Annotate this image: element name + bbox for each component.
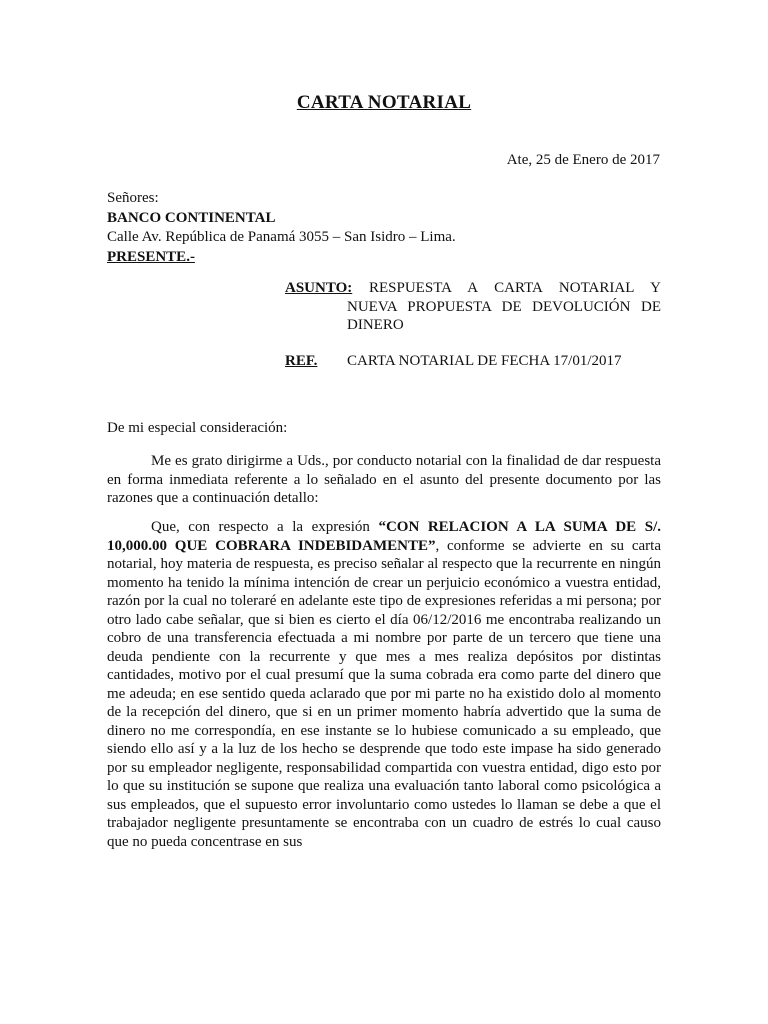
paragraph-1: Me es grato dirigirme a Uds., por conducto notarial con la finalidad de dar respuesta en forma inmediata referente a lo señalado en el asunto del presente documento por las razones que a continuación detallo: xyxy=(107,453,661,506)
paragraph-2-lead: Que, con respecto a la expresión xyxy=(151,519,379,535)
recipient-name: BANCO CONTINENTAL xyxy=(107,209,276,226)
ref-label: REF. xyxy=(285,353,318,369)
recipient-presente: PRESENTE.- xyxy=(107,248,195,265)
letter-date: Ate, 25 de Enero de 2017 xyxy=(506,152,660,168)
recipient-address: Calle Av. República de Panamá 3055 – San Isidro – Lima. xyxy=(107,229,456,245)
ref-block xyxy=(285,352,661,371)
ref-text: CARTA NOTARIAL DE FECHA 17/01/2017 xyxy=(347,353,622,369)
paragraph-2-quote: “CON RELACION A LA SUMA DE S/. 10,000.00 QUE COBRARA INDEBIDAMENTE” xyxy=(107,519,661,554)
asunto-label: ASUNTO: xyxy=(285,280,353,296)
asunto-block xyxy=(285,279,661,335)
paragraph-2-rest: , conforme se advierte en su carta notarial, hoy materia de respuesta, es preciso señalar al respecto que la recurrente en ningún momento ha tenido la mínima intención de crear un perjuicio económico a vuestra entidad, razón por la cual no toleraré en adelante este tipo de expresiones referidas a mi persona; por otro lado cabe señalar, que si bien es cierto el día 06/12/2016 me encontraba realizando un cobro de una transferencia efectuada a mi nombre por parte de un tercero que tiene una deuda pendiente con la recurrente y que mes a mes realiza depósitos por distintas cantidades, motivo por el cual presumí que la suma cobrada era como parte del dinero que me adeuda; en ese sentido queda aclarado que por mi parte no ha existido dolo al momento de la recepción del dinero, que si en un primer momento habría advertido que la suma de dinero no me correspondía, en ese instante se lo hubiese comunicado a su empleado, que siendo ello así y a la luz de los hecho se desprende que todo este impase ha sido generado por su empleador negligente, responsabilidad compartida con vuestra entidad, digo esto por lo que su institución se supone que realiza una evaluación tanto laboral como psicológica a sus empleados, que el supuesto error involuntario como ustedes lo llaman se debe a que el trabajador negligente presuntamente se encontraba con un cuadro de estrés lo cual causo que no pueda concentrase en sus xyxy=(107,537,661,850)
letter-title: CARTA NOTARIAL xyxy=(296,92,472,113)
recipient-block xyxy=(107,189,667,267)
recipient-salutation: Señores: xyxy=(107,190,159,206)
asunto-text: RESPUESTA A CARTA NOTARIAL Y NUEVA PROPUESTA DE DEVOLUCIÓN DE DINERO xyxy=(347,280,661,333)
paragraph-2 xyxy=(107,518,661,851)
greeting: De mi especial consideración: xyxy=(107,420,288,436)
